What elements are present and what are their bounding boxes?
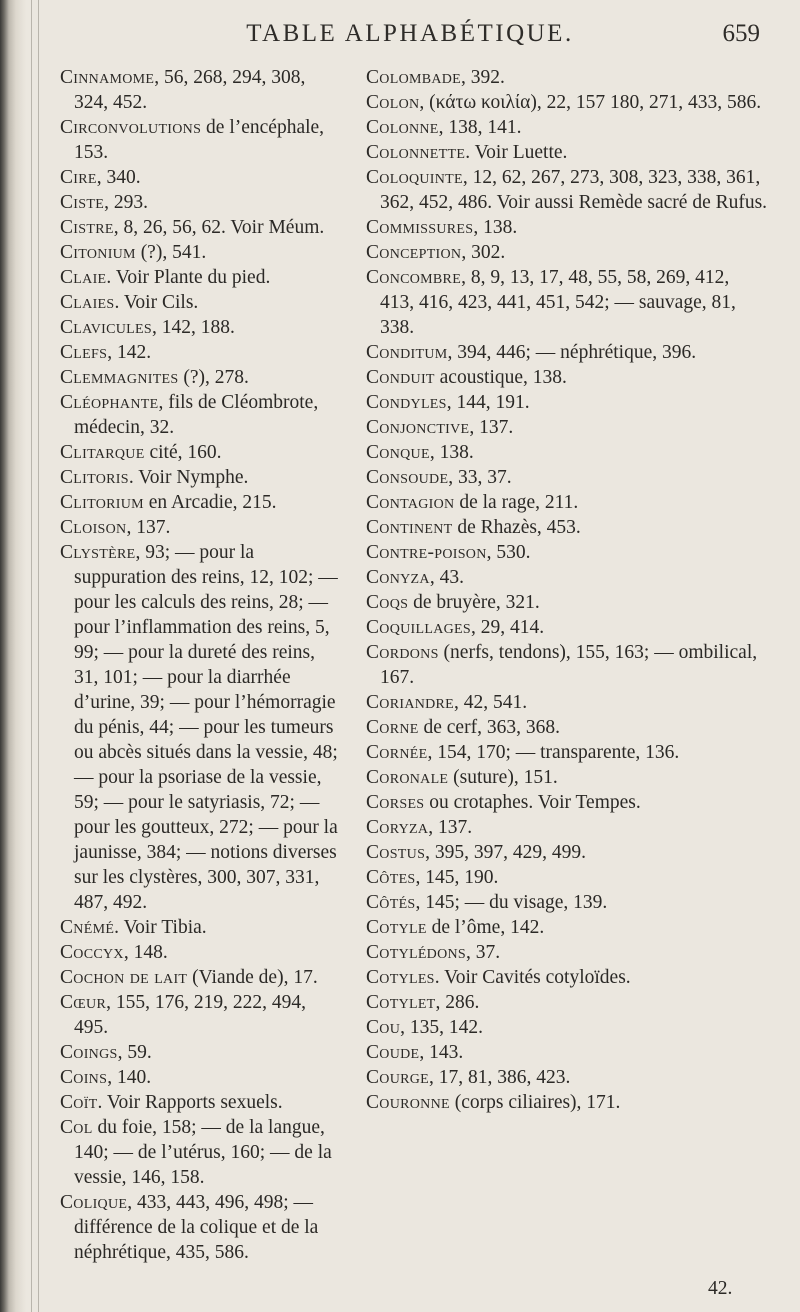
entry-references: , 17, 81, 386, 423. [429,1067,571,1088]
signature-mark: 42. [708,1278,733,1299]
index-entry [366,840,768,865]
entry-references: de l’encéphale, 153. [74,117,325,163]
index-entry [60,365,342,390]
index-entry [60,215,342,240]
entry-references: . Voir Tibia. [114,917,207,938]
entry-headword: Coins [60,1067,108,1088]
index-entry [60,165,342,190]
entry-headword: Cotylet [366,992,436,1013]
entry-headword: Continent [366,517,453,538]
index-entry [366,565,768,590]
entry-references: , 340. [96,167,141,188]
entry-headword: Condyles [366,392,447,413]
index-entry [366,590,768,615]
entry-references: , 142, 188. [151,317,235,338]
entry-headword: Clefs [60,342,108,363]
entry-headword: Consoude [366,467,449,488]
entry-headword: Claie [60,267,107,288]
entry-references: , 394, 446; — néphrétique, 396. [447,342,697,363]
index-entry [366,690,768,715]
index-entry [60,540,342,915]
entry-references: , 33, 37. [448,467,512,488]
index-entry [60,1090,342,1115]
index-entry [366,915,768,940]
entry-headword: Conque [366,442,430,463]
index-entry [60,290,342,315]
book-spine-shadow [0,0,26,1312]
entry-references: , 42, 541. [454,692,528,713]
entry-references: (corps ciliaires), 171. [449,1092,621,1113]
entry-headword: Col [60,1117,93,1138]
entry-headword: Contre-poison [366,542,487,563]
entry-references: de Rhazès, 453. [452,517,581,538]
entry-references: , 138. [429,442,474,463]
index-entry [60,490,342,515]
entry-references: , 137. [469,417,514,438]
index-entry [366,815,768,840]
index-entry [60,265,342,290]
gutter-line [38,0,39,1312]
entry-headword: Costus [366,842,426,863]
index-entry [366,415,768,440]
entry-headword: Conyza [366,567,430,588]
index-entry [366,215,768,240]
index-entry [366,740,768,765]
entry-headword: Cornée [366,742,428,763]
entry-references: , 135, 142. [400,1017,484,1038]
index-entry [366,515,768,540]
entry-headword: Colonne [366,117,439,138]
entry-headword: Commissures [366,217,474,238]
entry-headword: Conduit [366,367,435,388]
entry-references: , 8, 9, 13, 17, 48, 55, 58, 269, 412, 413, 416, 423, 441, 451, 542; — sauvage, 81, 338. [380,267,736,338]
entry-references: , 145; — du visage, 139. [415,892,608,913]
entry-headword: Claies [60,292,115,313]
entry-references: . Voir Nymphe. [128,467,249,488]
gutter-line [31,0,32,1312]
index-entry [60,940,342,965]
index-entry [366,365,768,390]
entry-references: ou crotaphes. Voir Tempes. [424,792,641,813]
index-entry [60,515,342,540]
entry-references: , 293. [104,192,148,213]
entry-headword: Corne [366,717,419,738]
entry-headword: Cœur [60,992,107,1013]
entry-references: (suture), 151. [448,767,558,788]
entry-headword: Coquillages [366,617,471,638]
entry-headword: Cloison [60,517,127,538]
entry-references: (?), 278. [178,367,249,388]
entry-references: , fils de Cléombrote, médecin, 32. [74,392,319,438]
entry-headword: Coronale [366,767,449,788]
index-entry [366,790,768,815]
entry-headword: Cinnamome [60,67,155,88]
entry-references: , 154, 170; — transparente, 136. [427,742,680,763]
entry-headword: Coccyx [60,942,124,963]
entry-headword: Coriandre [366,692,455,713]
entry-references: (nerfs, tendons), 155, 163; — ombilical, 167. [380,642,758,688]
entry-references: acoustique, 138. [434,367,567,388]
entry-references: , 138, 141. [438,117,522,138]
entry-references: . Voir Cavités cotyloïdes. [434,967,631,988]
index-entry [366,140,768,165]
index-entry [60,315,342,340]
entry-references: , 43. [429,567,464,588]
index-entry [366,890,768,915]
page-number: 659 [722,20,760,47]
entry-headword: Coryza [366,817,429,838]
index-entry [60,65,342,115]
entry-references: , 93; — pour la suppuration des reins, 12, 102; — pour les calculs des reins, 28; — pour l’inflammation des reins, 5, 99; — pour la dureté des reins, 31, 101; — pour la diarrhée d’urine, 39; — pour l’hémorragie du pénis, 44; — pour les tumeurs ou abcès situés dans la vessie, 48; — pour la psoriase de la vessie, 59; — pour le satyriasis, 72; — pour les goutteux, 272; — pour la jaunisse, 384; — notions diverses sur les clystères, 300, 307, 331, 487, 492. [74,542,338,913]
entry-references: , 145, 190. [415,867,499,888]
entry-headword: Couronne [366,1092,450,1113]
entry-headword: Coloquinte [366,167,463,188]
entry-headword: Cochon de lait [60,967,188,988]
entry-headword: Coude [366,1042,420,1063]
entry-references: . Voir Cils. [114,292,199,313]
entry-headword: Coings [60,1042,118,1063]
entry-references: , 12, 62, 267, 273, 308, 323, 338, 361, 362, 452, 486. Voir aussi Remède sacré de Rufus. [380,167,768,213]
index-entry [366,965,768,990]
entry-headword: Clitorium [60,492,144,513]
entry-headword: Côtés [366,892,416,913]
index-entry [366,765,768,790]
entry-references: (Viande de), 17. [187,967,318,988]
running-title: TABLE ALPHABÉTIQUE. [246,20,574,47]
index-entry [366,165,768,215]
entry-headword: Conditum [366,342,448,363]
index-entry [366,490,768,515]
entry-headword: Citonium [60,242,136,263]
entry-references: , 433, 443, 496, 498; — différence de la colique et de la néphrétique, 435, 586. [74,1192,319,1263]
index-entry [366,440,768,465]
index-column-right [366,65,768,1115]
entry-headword: Cou [366,1017,401,1038]
entry-references: , 29, 414. [470,617,545,638]
index-entry [60,190,342,215]
index-entry [60,915,342,940]
entry-references: , 137. [428,817,473,838]
entry-references: du foie, 158; — de la langue, 140; — de l’utérus, 160; — de la vessie, 146, 158. [74,1117,332,1188]
entry-headword: Clitarque [60,442,145,463]
entry-headword: Côtes [366,867,416,888]
index-entry [366,940,768,965]
entry-references: en Arcadie, 215. [143,492,277,513]
index-entry [366,115,768,140]
entry-headword: Cistre [60,217,114,238]
index-entry [366,640,768,690]
index-entry [366,465,768,490]
entry-headword: Cléophante [60,392,159,413]
entry-headword: Colombade [366,67,462,88]
index-entry [366,1040,768,1065]
index-entry [60,990,342,1040]
index-entry [366,65,768,90]
entry-references: , (κάτω κοιλία), 22, 157 180, 271, 433, 586. [419,92,762,113]
entry-headword: Conjonctive [366,417,470,438]
index-entry [366,990,768,1015]
index-entry [366,615,768,640]
entry-references: de la rage, 211. [454,492,579,513]
entry-references: (?), 541. [135,242,207,263]
entry-references: , 155, 176, 219, 222, 494, 495. [74,992,306,1038]
entry-references: , 148. [123,942,168,963]
entry-headword: Corses [366,792,425,813]
entry-headword: Colique [60,1192,128,1213]
entry-headword: Courge [366,1067,430,1088]
index-entry [60,440,342,465]
entry-references: cité, 160. [144,442,222,463]
index-entry [60,1065,342,1090]
entry-references: , 59. [117,1042,152,1063]
index-entry [366,90,768,115]
entry-headword: Contagion [366,492,455,513]
entry-headword: Colonnette [366,142,466,163]
entry-references: de bruyère, 321. [408,592,540,613]
entry-headword: Colon [366,92,420,113]
entry-headword: Cotylédons [366,942,466,963]
index-entry [60,390,342,440]
entry-headword: Clavicules [60,317,152,338]
entry-headword: Conception [366,242,462,263]
entry-references: , 37. [466,942,501,963]
entry-references: , 302. [461,242,506,263]
index-entry [366,265,768,340]
index-entry [366,865,768,890]
entry-references: , 144, 191. [446,392,530,413]
entry-headword: Circonvolutions [60,117,202,138]
index-entry [366,240,768,265]
entry-references: . Voir Luette. [465,142,568,163]
index-entry [366,1065,768,1090]
entry-headword: Cire [60,167,97,188]
index-entry [366,540,768,565]
index-entry [366,340,768,365]
index-entry [366,715,768,740]
entry-references: , 395, 397, 429, 499. [425,842,587,863]
entry-references: , 137. [126,517,171,538]
entry-headword: Coït [60,1092,98,1113]
entry-headword: Coqs [366,592,409,613]
index-entry [60,240,342,265]
entry-headword: Cotyle [366,917,427,938]
index-entry [60,1040,342,1065]
entry-references: , 530. [486,542,531,563]
index-entry [60,1190,342,1265]
index-entry [60,465,342,490]
index-entry [366,1090,768,1115]
entry-headword: Ciste [60,192,105,213]
index-column-left [60,65,342,1265]
entry-headword: Cnémé [60,917,115,938]
entry-headword: Clitoris [60,467,129,488]
index-entry [366,1015,768,1040]
running-header [60,20,760,56]
index-entry [60,340,342,365]
entry-references: , 8, 26, 56, 62. Voir Méum. [113,217,325,238]
entry-references: , 143. [419,1042,464,1063]
index-entry [60,1115,342,1190]
entry-references: , 138. [473,217,518,238]
entry-headword: Cordons [366,642,439,663]
entry-references: . Voir Rapports sexuels. [97,1092,283,1113]
entry-headword: Clystère [60,542,136,563]
entry-headword: Concombre [366,267,462,288]
entry-headword: Cotyles [366,967,435,988]
entry-references: . Voir Plante du pied. [106,267,271,288]
entry-references: , 286. [435,992,480,1013]
entry-references: , 56, 268, 294, 308, 324, 452. [74,67,306,113]
index-entry [60,115,342,165]
entry-references: , 140. [107,1067,152,1088]
entry-headword: Clemmagnites [60,367,179,388]
entry-references: de l’ôme, 142. [426,917,545,938]
index-entry [60,965,342,990]
entry-references: , 392. [461,67,505,88]
index-entry [366,390,768,415]
entry-references: , 142. [107,342,152,363]
entry-references: de cerf, 363, 368. [418,717,560,738]
